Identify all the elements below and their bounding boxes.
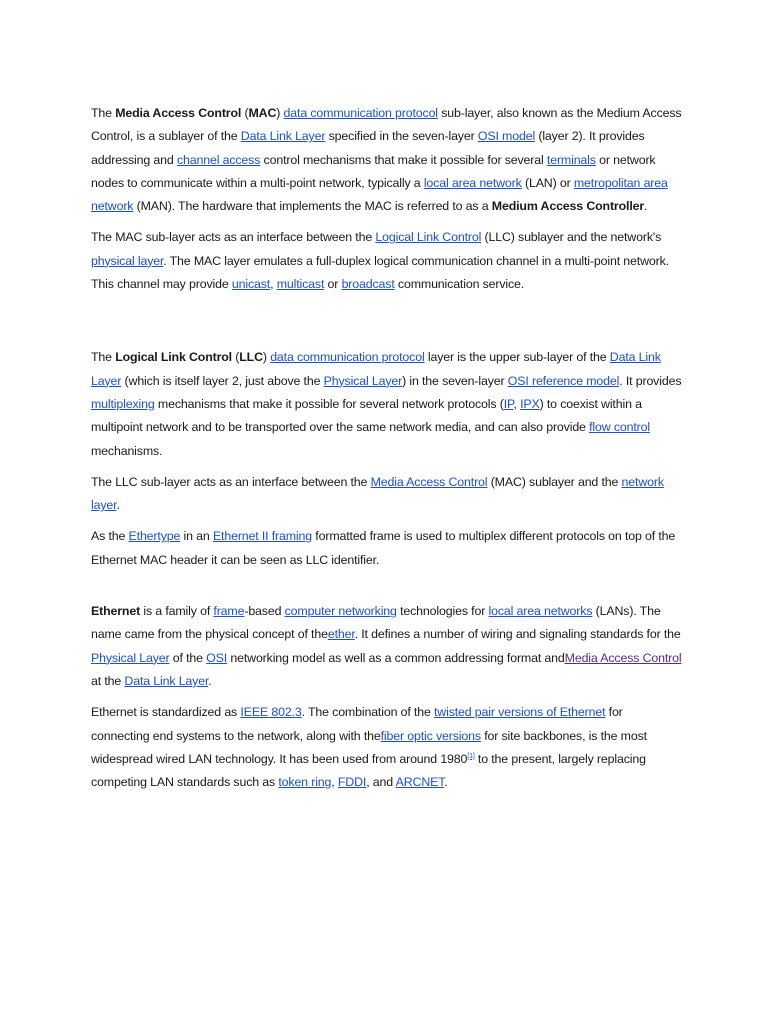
bold-term: Logical Link Control xyxy=(115,350,232,365)
text-run: . The combination of the xyxy=(301,705,434,720)
text-run: control mechanisms that make it possible for several xyxy=(260,152,547,167)
link-fiber-optic-versions[interactable]: fiber optic versions xyxy=(380,728,481,743)
link-data-link-layer[interactable]: Data Link Layer xyxy=(124,673,209,688)
link-twisted-pair-versions-of-ethernet[interactable]: twisted pair versions of Ethernet xyxy=(434,705,606,720)
link-token-ring[interactable]: token ring xyxy=(278,775,332,790)
text-run: technologies for xyxy=(396,604,489,619)
text-run: . The MAC layer emulates a full-duplex logical communication channel in a multi-point network. This channel may provide xyxy=(91,253,669,292)
text-run: ) xyxy=(276,106,284,120)
link-terminals[interactable]: terminals xyxy=(546,152,596,167)
paragraph-llc-interface xyxy=(91,471,683,518)
text-run: (MAC) sublayer and the xyxy=(487,474,622,489)
paragraph-mac-definition xyxy=(91,102,683,218)
text-run: The MAC sub-layer acts as an interface between the xyxy=(91,230,376,245)
text-run: ( xyxy=(231,350,240,365)
text-run: (which is itself layer 2, just above the xyxy=(121,373,324,388)
link-ethernet-ii-framing[interactable]: Ethernet II framing xyxy=(212,529,313,544)
paragraph-ethernet-standard xyxy=(91,701,683,794)
link-osi[interactable]: OSI xyxy=(206,650,228,665)
paragraph-mac-interface xyxy=(91,226,683,296)
link-metropolitan-area-network[interactable]: metropolitan area network xyxy=(91,175,668,214)
link-osi-reference-model[interactable]: OSI reference model xyxy=(507,373,620,388)
link-ip[interactable]: IP xyxy=(503,396,514,411)
text-run: As the xyxy=(91,529,129,544)
text-run: . xyxy=(444,775,448,790)
text-run: communication service. xyxy=(394,277,525,292)
link-logical-link-control[interactable]: Logical Link Control xyxy=(375,230,482,245)
text-run: ) xyxy=(262,350,271,365)
text-run: mechanisms. xyxy=(91,443,163,458)
text-run: at the xyxy=(91,673,125,688)
text-run: (LLC) sublayer and the network's xyxy=(481,230,662,245)
text-run: The xyxy=(91,350,116,365)
text-run: in an xyxy=(180,529,213,544)
link-media-access-control[interactable]: Media Access Control xyxy=(370,474,488,489)
text-run: formatted frame is used to multiplex different protocols on top of the Ethernet MAC header it can be seen as LLC identifier. xyxy=(91,529,676,567)
paragraph-ethernet-definition xyxy=(91,600,683,693)
text-run: . xyxy=(644,199,648,214)
text-run: for site backbones, is the most widespread wired LAN technology. It has been used from around 1980 xyxy=(91,728,647,766)
link-data-communication-protocol[interactable]: data communication protocol xyxy=(270,350,425,365)
link-physical-layer[interactable]: Physical Layer xyxy=(323,373,403,388)
text-run: , xyxy=(331,775,338,790)
link-ether[interactable]: ether xyxy=(327,627,355,642)
text-run: . xyxy=(208,673,212,688)
bold-term: MAC xyxy=(248,106,277,120)
text-run: to the present, largely replacing competing LAN standards such as xyxy=(91,751,646,790)
text-run: , and xyxy=(366,775,396,790)
link-multiplexing[interactable]: multiplexing xyxy=(91,396,155,411)
text-run: , xyxy=(513,396,521,411)
link-broadcast[interactable]: broadcast xyxy=(341,277,395,292)
text-run: layer is the upper sub-layer of the xyxy=(424,350,610,365)
citation-link[interactable]: [1] xyxy=(467,752,475,760)
text-run: mechanisms that make it possible for several network protocols ( xyxy=(154,396,504,411)
link-ieee-802-3[interactable]: IEEE 802.3 xyxy=(240,705,302,720)
text-run: or xyxy=(324,277,342,292)
text-run: . It provides xyxy=(619,373,682,388)
link-media-access-control[interactable]: Media Access Control xyxy=(564,650,682,665)
text-run: -based xyxy=(244,604,285,619)
link-arcnet[interactable]: ARCNET xyxy=(395,775,445,790)
link-network-layer[interactable]: network layer xyxy=(91,474,664,513)
link-local-area-network[interactable]: local area network xyxy=(423,175,522,190)
text-run: The xyxy=(91,106,116,120)
text-run: (MAN). The hardware that implements the MAC is referred to as a xyxy=(133,199,492,214)
link-unicast[interactable]: unicast xyxy=(231,277,271,292)
text-run: specified in the seven-layer xyxy=(325,129,478,144)
text-run: networking model as well as a common addressing format and xyxy=(227,650,565,665)
link-data-link-layer[interactable]: Data Link Layer xyxy=(240,129,326,144)
text-run: for connecting end systems to the network, along with the xyxy=(91,705,623,743)
document-body xyxy=(91,102,683,794)
text-run: ) to coexist within a multipoint network and to be transported over the same network media, and can also provide xyxy=(91,396,642,435)
link-ipx[interactable]: IPX xyxy=(520,396,540,411)
text-run: (LANs). The name came from the physical concept of the xyxy=(91,604,661,642)
text-run: (layer 2). It provides addressing and xyxy=(91,129,645,167)
link-local-area-networks[interactable]: local area networks xyxy=(488,604,593,619)
link-ethertype[interactable]: Ethertype xyxy=(128,529,181,544)
text-run: . It defines a number of wiring and signaling standards for the xyxy=(354,627,681,642)
text-run: The LLC sub-layer acts as an interface between the xyxy=(91,474,371,489)
link-physical-layer[interactable]: physical layer xyxy=(91,253,164,268)
paragraph-llc-ethertype xyxy=(91,525,683,572)
bold-term: LLC xyxy=(239,350,263,365)
text-run: or network nodes to communicate within a multi-point network, typically a xyxy=(91,152,656,190)
link-data-link-layer[interactable]: Data Link Layer xyxy=(91,350,661,388)
link-channel-access[interactable]: channel access xyxy=(176,152,261,167)
text-run: , xyxy=(270,277,277,292)
link-fddi[interactable]: FDDI xyxy=(337,775,367,790)
link-osi-model[interactable]: OSI model xyxy=(477,129,536,144)
paragraph-llc-definition xyxy=(91,346,683,462)
bold-term: Medium Access Controller xyxy=(491,199,645,214)
link-flow-control[interactable]: flow control xyxy=(589,420,650,435)
bold-term: Ethernet xyxy=(91,604,141,619)
link-computer-networking[interactable]: computer networking xyxy=(284,604,397,619)
text-run: Ethernet is standardized as xyxy=(91,705,241,720)
text-run: (LAN) or xyxy=(521,175,574,190)
bold-term: Media Access Control xyxy=(115,106,242,120)
link-frame[interactable]: frame xyxy=(213,604,245,619)
text-run: ( xyxy=(241,106,249,120)
text-run: sub-layer, also known as the Medium Access Control, is a sublayer of the xyxy=(91,106,682,144)
text-run: . xyxy=(116,498,120,513)
link-physical-layer[interactable]: Physical Layer xyxy=(91,650,170,665)
text-run: ) in the seven-layer xyxy=(402,373,508,388)
link-multicast[interactable]: multicast xyxy=(276,277,325,292)
link-data-communication-protocol[interactable]: data communication protocol xyxy=(283,106,438,120)
text-run: of the xyxy=(169,650,207,665)
text-run: is a family of xyxy=(140,604,214,619)
